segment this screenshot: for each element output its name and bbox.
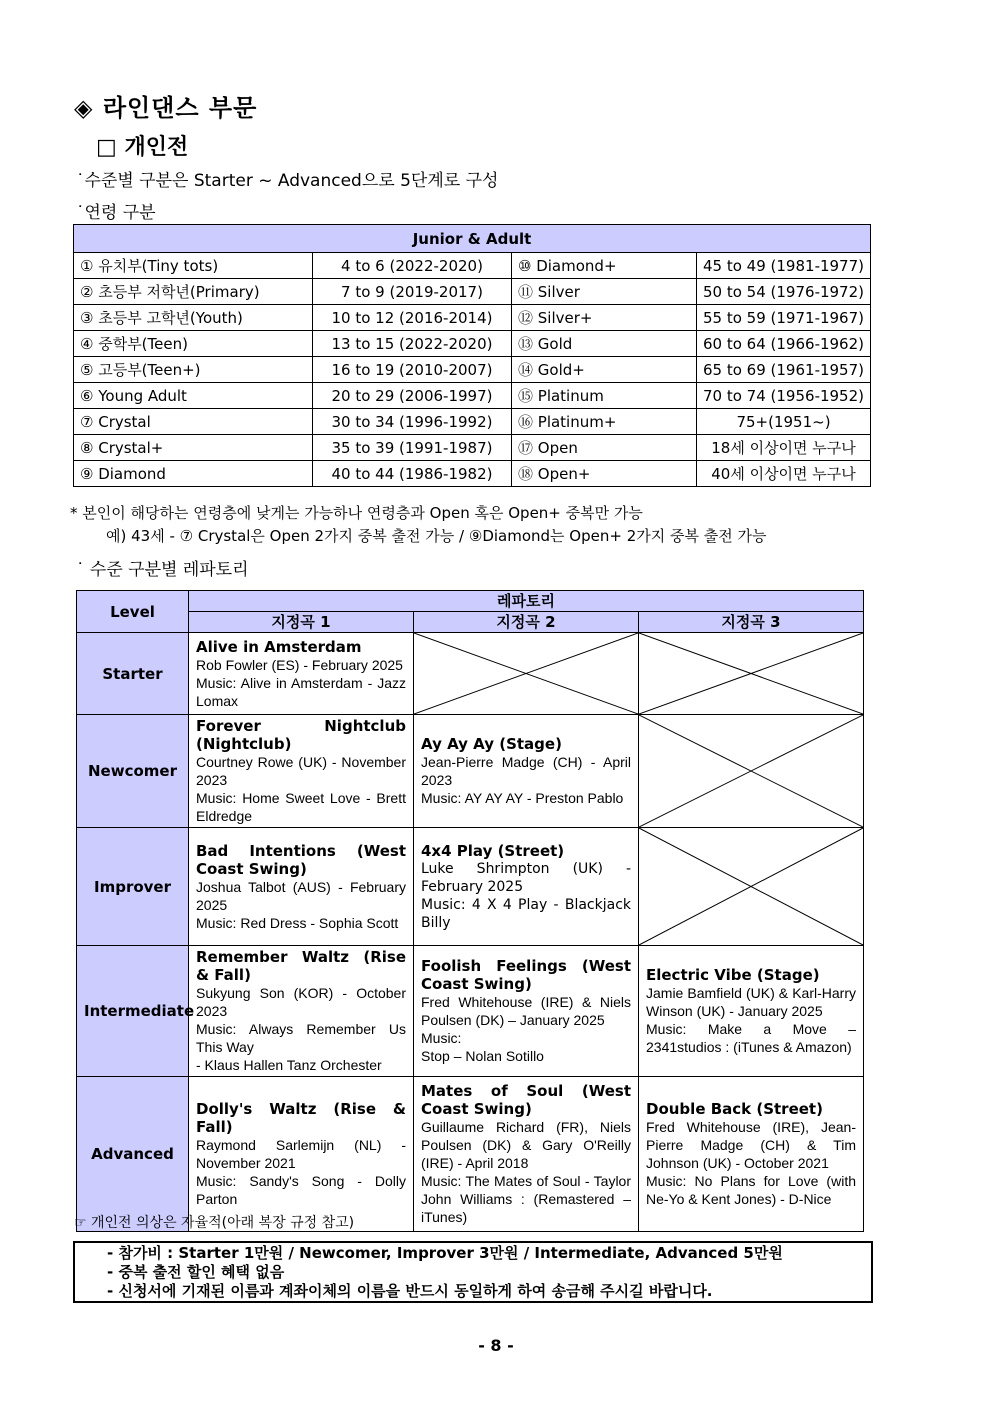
song-title: Double Back (Street) xyxy=(646,1100,823,1118)
discount-line: - 중복 출전 할인 혜택 없음 xyxy=(107,1263,285,1281)
fee-notice-box xyxy=(73,1241,873,1303)
song-music: Music: Red Dress - Sophia Scott xyxy=(196,914,399,931)
outfit-note: ☞ 개인전 의상은 자율적(아래 복장 규정 참고) xyxy=(74,1215,355,1231)
age-cell-left-age: 13 to 15 (2022-2020) xyxy=(313,331,512,357)
age-table-header: Junior & Adult xyxy=(74,225,871,253)
age-cell-left-age: 35 to 39 (1991-1987) xyxy=(313,435,512,461)
age-cell-left-age: 20 to 29 (2006-1997) xyxy=(313,383,512,409)
page-number: - 8 - xyxy=(478,1336,514,1355)
age-cell-right-name: ⑰ Open xyxy=(512,435,697,461)
age-row xyxy=(74,461,871,487)
age-cell-left-age: 10 to 12 (2016-2014) xyxy=(313,305,512,331)
song-title: Dolly's Waltz (Rise & Fall) xyxy=(196,1100,406,1136)
age-cell-right-name: ⑭ Gold+ xyxy=(512,357,697,383)
song-title: Foolish Feelings (West Coast Swing) xyxy=(421,957,631,993)
song-credit: Sukyung Son (KOR) - October 2023 xyxy=(196,985,406,1019)
song-music: Music: Home Sweet Love - Brett Eldredge xyxy=(196,790,406,824)
age-cell-right-name: ⑬ Gold xyxy=(512,331,697,357)
song-credit: Fred Whitehouse (IRE) & Niels Poulsen (DK) – January 2025 xyxy=(421,994,631,1028)
song-cell xyxy=(189,1077,414,1232)
age-cell-left-name: ⑦ Crystal xyxy=(74,409,313,435)
age-row xyxy=(74,435,871,461)
song-cell xyxy=(414,1077,639,1232)
empty-song-cell xyxy=(639,828,864,946)
song-cell xyxy=(639,1077,864,1232)
age-cell-right-age: 45 to 49 (1981-1977) xyxy=(697,253,871,279)
age-cell-left-name: ⑧ Crystal+ xyxy=(74,435,313,461)
repertoire-row xyxy=(77,1077,864,1232)
song-music: Music: 4 X 4 Play - Blackjack Billy xyxy=(421,896,631,931)
song-title: Forever Nightclub (Nightclub) xyxy=(196,717,406,753)
age-cell-left-age: 40 to 44 (1986-1982) xyxy=(313,461,512,487)
age-row xyxy=(74,253,871,279)
level-cell: Intermediate xyxy=(77,946,189,1077)
age-cell-right-name: ⑱ Open+ xyxy=(512,461,697,487)
age-cell-right-name: ⑫ Silver+ xyxy=(512,305,697,331)
repertoire-row xyxy=(77,828,864,946)
empty-song-cell xyxy=(414,633,639,715)
song-cell xyxy=(414,715,639,828)
age-cell-right-age: 55 to 59 (1971-1967) xyxy=(697,305,871,331)
age-cell-right-age: 65 to 69 (1961-1957) xyxy=(697,357,871,383)
cross-out-mark xyxy=(639,633,863,714)
age-bullet: ˙연령 구분 xyxy=(76,203,156,223)
section-title: ◈ 라인댄스 부문 xyxy=(74,94,258,122)
song-credit: Jean-Pierre Madge (CH) - April 2023 xyxy=(421,754,631,788)
song-credit: Raymond Sarlemijn (NL) - November 2021 xyxy=(196,1137,406,1171)
song-credit: Guillaume Richard (FR), Niels Poulsen (DK) & Gary O'Reilly (IRE) - April 2018 xyxy=(421,1119,631,1171)
levels-bullet: ˙수준별 구분은 Starter ~ Advanced으로 5단계로 구성 xyxy=(76,171,499,191)
age-cell-left-age: 30 to 34 (1996-1992) xyxy=(313,409,512,435)
song-credit: Joshua Talbot (AUS) - February 2025 xyxy=(196,878,406,913)
song-music: Music: AY AY AY - Preston Pablo xyxy=(421,790,624,806)
age-cell-right-name: ⑮ Platinum xyxy=(512,383,697,409)
age-example: 예) 43세 - ⑦ Crystal은 Open 2가지 중복 출전 가능 / ⑨Diamond는 Open+ 2가지 중복 출전 가능 xyxy=(106,527,767,545)
repertoire-row xyxy=(77,715,864,828)
age-cell-left-name: ④ 중학부(Teen) xyxy=(74,331,313,357)
level-cell: Improver xyxy=(77,828,189,946)
song-cell xyxy=(639,946,864,1077)
age-row xyxy=(74,331,871,357)
age-cell-right-name: ⑩ Diamond+ xyxy=(512,253,697,279)
age-cell-left-age: 7 to 9 (2019-2017) xyxy=(313,279,512,305)
age-cell-right-name: ⑪ Silver xyxy=(512,279,697,305)
song-music: Music: The Mates of Soul - Taylor John Williams : (Remastered – iTunes) xyxy=(421,1173,631,1225)
song-credit: Fred Whitehouse (IRE), Jean-Pierre Madge (CH) & Tim Johnson (UK) - October 2021 xyxy=(646,1119,856,1171)
age-cell-left-age: 4 to 6 (2022-2020) xyxy=(313,253,512,279)
age-row xyxy=(74,305,871,331)
song-title: Remember Waltz (Rise & Fall) xyxy=(196,948,406,984)
song-music: Music: No Plans for Love (with Ne-Yo & Kent Jones) - D-Nice xyxy=(646,1173,856,1207)
song-header-3: 지정곡 3 xyxy=(639,612,864,633)
level-cell: Advanced xyxy=(77,1077,189,1232)
empty-song-cell xyxy=(639,715,864,828)
cross-out-mark xyxy=(414,633,638,714)
song-cell xyxy=(189,715,414,828)
song-music: Music: Alive in Amsterdam - Jazz Lomax xyxy=(196,674,406,709)
age-group-table xyxy=(73,224,871,487)
repertoire-row xyxy=(77,946,864,1077)
age-note: * 본인이 해당하는 연령층에 낮게는 가능하나 연령층과 Open 혹은 Open+ 중복만 가능 xyxy=(70,504,643,522)
age-row xyxy=(74,357,871,383)
song-credit: Rob Fowler (ES) - February 2025 xyxy=(196,656,403,673)
subsection-title: □ 개인전 xyxy=(96,135,189,160)
song-cell xyxy=(189,946,414,1077)
song-header-1: 지정곡 1 xyxy=(189,612,414,633)
song-header-2: 지정곡 2 xyxy=(414,612,639,633)
repertoire-bullet: ˙ 수준 구분별 레파토리 xyxy=(76,560,249,580)
age-row xyxy=(74,383,871,409)
cross-out-mark xyxy=(639,828,863,945)
age-cell-right-age: 40세 이상이면 누구나 xyxy=(697,461,871,487)
song-music: Music: Sandy's Song - Dolly Parton xyxy=(196,1173,406,1207)
payment-name-line: - 신청서에 기재된 이름과 계좌이체의 이름을 반드시 동일하게 하여 송금해 주시길 바랍니다. xyxy=(107,1282,713,1300)
song-title: Alive in Amsterdam xyxy=(196,637,362,656)
song-title: Bad Intentions (West Coast Swing) xyxy=(196,841,406,878)
level-header: Level xyxy=(77,591,189,633)
level-cell: Starter xyxy=(77,633,189,715)
age-cell-left-name: ⑥ Young Adult xyxy=(74,383,313,409)
age-cell-left-name: ① 유치부(Tiny tots) xyxy=(74,253,313,279)
song-credit: Courtney Rowe (UK) - November 2023 xyxy=(196,754,406,788)
song-music: Music: Make a Move – 2341studios : (iTunes & Amazon) xyxy=(646,1021,856,1055)
song-music-extra: Stop – Nolan Sotillo xyxy=(421,1048,544,1064)
age-cell-left-name: ⑨ Diamond xyxy=(74,461,313,487)
song-title: Electric Vibe (Stage) xyxy=(646,966,820,984)
cross-out-mark xyxy=(639,715,863,827)
fee-line: - 참가비 : Starter 1만원 / Newcomer, Improver 3만원 / Intermediate, Advanced 5만원 xyxy=(107,1244,783,1262)
empty-song-cell xyxy=(639,633,864,715)
age-row xyxy=(74,279,871,305)
age-cell-left-name: ③ 초등부 고학년(Youth) xyxy=(74,305,313,331)
song-cell xyxy=(189,828,414,946)
song-title: Mates of Soul (West Coast Swing) xyxy=(421,1082,631,1118)
age-cell-right-age: 18세 이상이면 누구나 xyxy=(697,435,871,461)
song-cell xyxy=(189,633,414,715)
age-cell-right-age: 75+(1951~) xyxy=(697,409,871,435)
age-cell-right-age: 60 to 64 (1966-1962) xyxy=(697,331,871,357)
age-cell-right-name: ⑯ Platinum+ xyxy=(512,409,697,435)
age-cell-right-age: 50 to 54 (1976-1972) xyxy=(697,279,871,305)
song-credit: Luke Shrimpton (UK) - February 2025 xyxy=(421,860,631,895)
song-music: Music: Always Remember Us This Way xyxy=(196,1021,406,1055)
song-music-extra: - Klaus Hallen Tanz Orchester xyxy=(196,1057,382,1073)
repertoire-row xyxy=(77,633,864,715)
age-cell-right-age: 70 to 74 (1956-1952) xyxy=(697,383,871,409)
level-cell: Newcomer xyxy=(77,715,189,828)
age-row xyxy=(74,409,871,435)
age-cell-left-name: ⑤ 고등부(Teen+) xyxy=(74,357,313,383)
repertoire-header: 레파토리 xyxy=(189,591,864,612)
song-cell xyxy=(414,828,639,946)
age-cell-left-age: 16 to 19 (2010-2007) xyxy=(313,357,512,383)
song-cell xyxy=(414,946,639,1077)
song-credit: Jamie Bamfield (UK) & Karl-Harry Winson (UK) - January 2025 xyxy=(646,985,856,1019)
song-title: 4x4 Play (Street) xyxy=(421,841,565,860)
song-music: Music: xyxy=(421,1030,462,1046)
repertoire-table xyxy=(76,590,864,1232)
age-cell-left-name: ② 초등부 저학년(Primary) xyxy=(74,279,313,305)
song-title: Ay Ay Ay (Stage) xyxy=(421,735,562,753)
